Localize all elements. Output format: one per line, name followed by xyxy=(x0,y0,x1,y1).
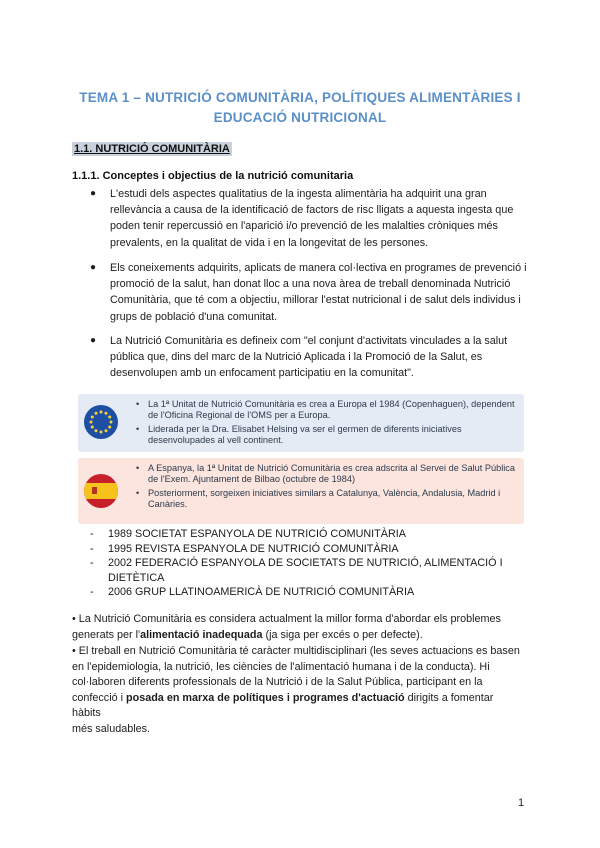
milestone-text: 2006 GRUP LLATINOAMERICÀ DE NUTRICIÓ COMUNITÀRIA xyxy=(108,586,415,599)
paragraph-bold-text: posada en marxa de polítiques i programes d'actuació xyxy=(126,691,405,704)
subsection-heading: 1.1.1. Conceptes i objectius de la nutrició comunitaria xyxy=(72,170,354,182)
spain-info-box xyxy=(78,458,524,524)
paragraph-inadequate-diet xyxy=(72,612,524,643)
milestones-list xyxy=(90,527,520,600)
bullet-item xyxy=(90,260,528,325)
paragraph-text: en l'epidemiologia, la nutrició, les ciències de l'alimentació humana i de la conducta). Hi col·laboren diferents professionals de la Nutrició i de la Salut Pública, participant en la confecció i xyxy=(72,660,490,704)
title-line-1: TEMA 1 – NUTRICIÓ COMUNITÀRIA, POLÍTIQUES ALIMENTÀRIES I xyxy=(79,90,521,105)
milestone-item xyxy=(90,585,520,600)
europe-fact: • La 1ª Unitat de Nutrició Comunitària es crea a Europa el 1984 (Copenhaguen), dependent de l'Oficina Regional de l'OMS per a Europa. xyxy=(136,399,518,422)
milestone-item xyxy=(90,527,520,542)
bullet-icon: ● xyxy=(90,188,97,199)
bullet-text: Els coneixements adquirits, aplicats de manera col·lectiva en programes de prevenció i promoció de la salut, han donat lloc a una nova àrea de treball denominada Nutrició Comunitària, que té com a objectiu, millorar l'estat nutricional i de salut dels individus i grups de població d'una comunitat. xyxy=(110,262,527,323)
bullet-icon: ● xyxy=(90,335,97,346)
europe-fact: • Liderada per la Dra. Elisabet Helsing va ser el germen de diferents iniciatives desenvolupades al vell continent. xyxy=(136,424,518,447)
dash-marker: - xyxy=(90,528,94,540)
europe-info-box xyxy=(78,394,524,452)
spain-flag-icon xyxy=(84,474,118,508)
paragraph-text: • La Nutrició Comunitària es considera actualment la millor forma d'abordar els problemes generats per l' xyxy=(72,613,501,641)
milestone-item xyxy=(90,542,520,557)
paragraph-text: dirigits a fomentar hàbits xyxy=(72,691,494,720)
document-title xyxy=(60,88,540,128)
paragraph-line: més saludables. xyxy=(72,722,151,735)
paragraph-line: • El treball en Nutrició Comunitària té caràcter multidisciplinari (les seves actuacions es basen xyxy=(72,645,520,657)
dash-marker: - xyxy=(90,542,94,555)
paragraph-bold-text: alimentació inadequada xyxy=(140,628,263,641)
bullet-item xyxy=(90,186,528,251)
spain-fact: • A Espanya, la 1ª Unitat de Nutrició Comunitària es crea adscrita al Servei de Salut Pública de l'Exem. Ajuntament de Bilbao (octubre de 1984) xyxy=(136,463,518,486)
milestone-text: 1995 REVISTA ESPANYOLA DE NUTRICIÓ COMUNITÀRIA xyxy=(108,542,399,555)
paragraph-text: (ja siga per excés o per defecte). xyxy=(262,628,423,641)
bullet-text: L'estudi dels aspectes qualitatius de la ingesta alimentària ha adquirit una gran rellevància a causa de la identificació de factors de risc lligats a aquesta ingesta que poden tenir repercussió en l'aparició i/o prevenció de les malalties cròniques més prevalents, en la qualitat de vida i en la longevitat de les persones. xyxy=(110,188,514,249)
dash-marker: - xyxy=(90,557,94,570)
milestone-text: 1989 SOCIETAT ESPANYOLA DE NUTRICIÓ COMUNITÀRIA xyxy=(108,528,406,540)
dash-marker: - xyxy=(90,586,94,599)
page-number: 1 xyxy=(518,797,525,809)
spain-fact: • Posteriorment, sorgeixen iniciatives similars a Catalunya, València, Andalusia, Madrid i Canàries. xyxy=(136,488,518,511)
bullet-text: La Nutrició Comunitària es defineix com "el conjunt d'activitats vinculades a la salut pública que, dins del marc de la Nutrició Aplicada i la Promoció de la Salut, es desenvolupen amb un enfocament participatiu en la comunitat". xyxy=(110,335,508,380)
bullet-item xyxy=(90,333,528,382)
milestone-text: 2002 FEDERACIÓ ESPANYOLA DE SOCIETATS DE NUTRICIÓ, ALIMENTACIÓ I DIETÈTICA xyxy=(108,557,503,584)
milestone-item xyxy=(90,556,520,585)
title-line-2: EDUCACIÓ NUTRICIONAL xyxy=(213,110,387,125)
section-heading: 1.1. NUTRICIÓ COMUNITÀRIA xyxy=(74,143,230,155)
bullet-icon: ● xyxy=(90,262,97,273)
paragraph-multidisciplinary xyxy=(72,644,524,738)
eu-flag-icon xyxy=(84,405,118,439)
